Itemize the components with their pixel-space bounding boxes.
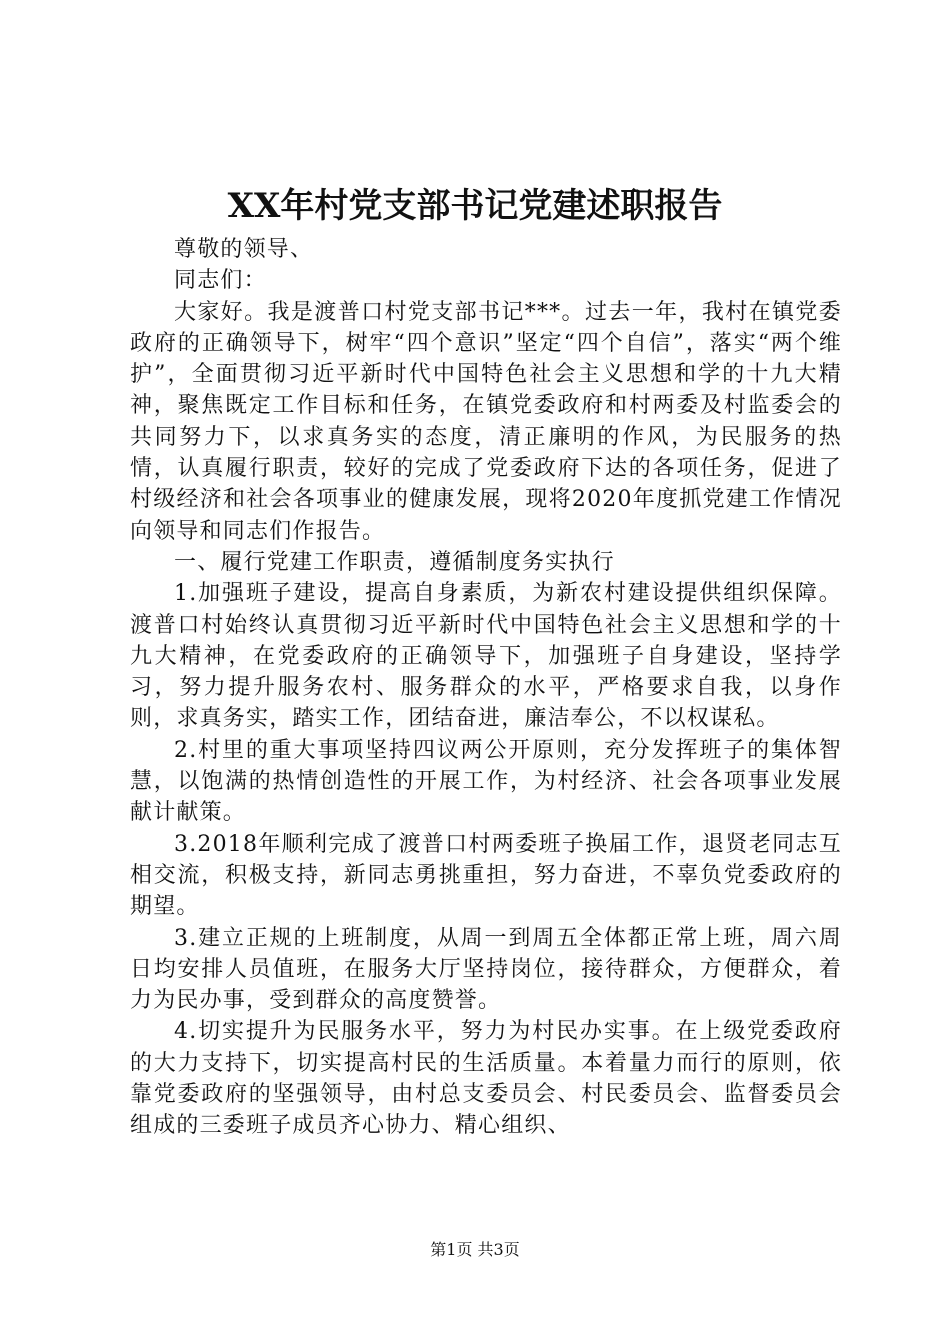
salutation-line-2: 同志们：: [174, 268, 267, 294]
item-paragraph-4: 4.切实提升为民服务水平，努力为村民办实事。在上级党委政府的大力支持下，切实提高村民的生活质量。本着量力而行的原则，依靠党委政府的坚强领导，由村总支委员会、村民委员会、监督委员会组成的三委班子成员齐心协力、精心组织、: [130, 1019, 842, 1139]
item-paragraph-3b: 3.建立正规的上班制度，从周一到周五全体都正常上班，周六周日均安排人员值班，在服务大厅坚持岗位，接待群众，方便群众，着力为民办事，受到群众的高度赞誉。: [130, 925, 842, 1014]
salutation-line-1: 尊敬的领导、: [174, 237, 314, 262]
section-heading-1: 一、履行党建工作职责，遵循制度务实执行: [174, 549, 615, 575]
document-body: [130, 234, 842, 1142]
item-paragraph-2: 2.村里的重大事项坚持四议两公开原则，充分发挥班子的集体智慧，以饱满的热情创造性的开展工作，为村经济、社会各项事业发展献计献策。: [130, 737, 842, 826]
page-number-footer: 第1页 共3页: [430, 1240, 520, 1259]
document-title: XX年村党支部书记党建述职报告: [227, 186, 723, 226]
intro-paragraph: 大家好。我是渡普口村党支部书记***。过去一年，我村在镇党委政府的正确领导下，树牢“四个意识”坚定“四个自信”，落实“两个维护”，全面贯彻习近平新时代中国特色社会主义思想和学的十九大精神，聚焦既定工作目标和任务，在镇党委政府和村两委及村监委会的共同努力下，以求真务实的态度，清正廉明的作风，为民服务的热情，认真履行职责，较好的完成了党委政府下达的各项任务，促进了村级经济和社会各项事业的健康发展，现将2020年度抓党建工作情况向领导和同志们作报告。: [130, 299, 842, 544]
item-paragraph-3: 3.2018年顺利完成了渡普口村两委班子换届工作，退贤老同志互相交流，积极支持，新同志勇挑重担，努力奋进，不辜负党委政府的期望。: [130, 831, 842, 920]
item-paragraph-1: 1.加强班子建设，提高自身素质，为新农村建设提供组织保障。渡普口村始终认真贯彻习近平新时代中国特色社会主义思想和学的十九大精神，在党委政府的正确领导下，加强班子自身建设，坚持学习，努力提升服务农村、服务群众的水平，严格要求自我，以身作则，求真务实，踏实工作，团结奋进，廉洁奉公，不以权谋私。: [130, 581, 842, 732]
